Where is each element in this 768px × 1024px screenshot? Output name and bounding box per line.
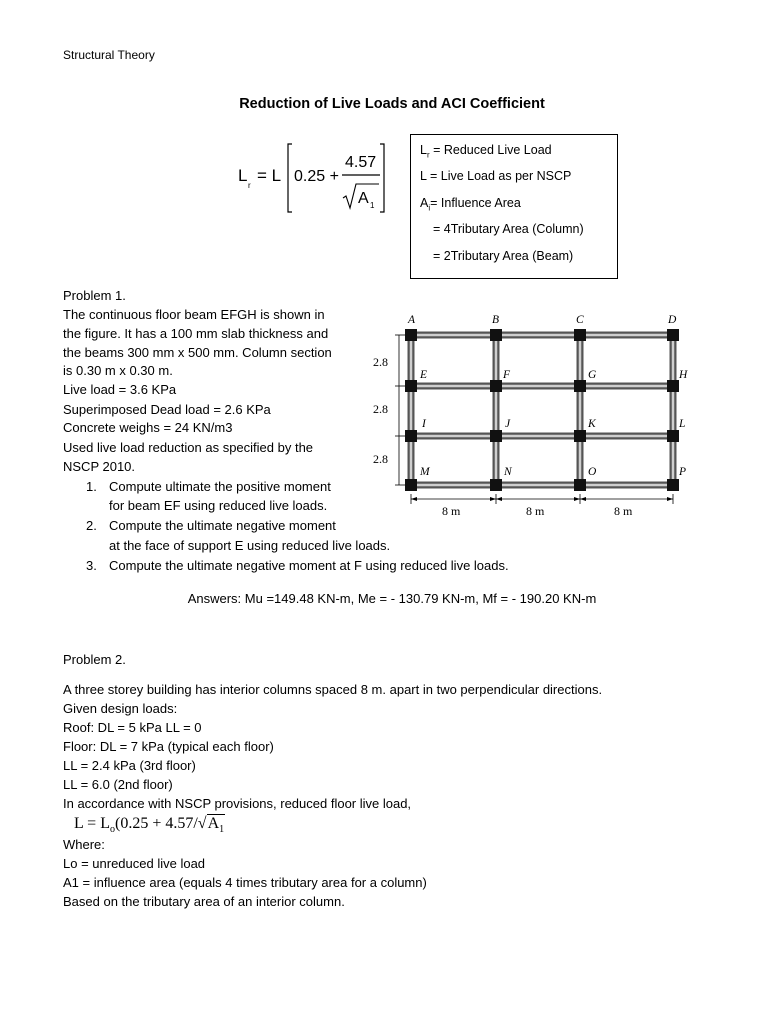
column-node-F <box>490 380 502 392</box>
problem2-line: In accordance with NSCP provisions, reduced floor live load, <box>63 796 412 811</box>
problem2-line: A1 = influence area (equals 4 times tributary area for a column) <box>63 875 427 890</box>
node-label-E: E <box>420 369 428 381</box>
node-label-B: B <box>492 314 500 326</box>
problem1-line: Live load = 3.6 KPa <box>63 382 177 397</box>
task-line: for beam EF using reduced live loads. <box>109 498 328 513</box>
vertical-dim-label: 2.8 <box>373 402 388 416</box>
node-label-K: K <box>588 418 596 430</box>
problem2-line: Roof: DL = 5 kPa LL = 0 <box>63 720 202 735</box>
page-title: Reduction of Live Loads and ACI Coefficient <box>239 96 545 112</box>
problem2-line: Given design loads: <box>63 701 178 716</box>
problem1-line: the figure. It has a 100 mm slab thickness and <box>63 326 329 341</box>
node-label-I: I <box>422 418 426 430</box>
problem2-heading: Problem 2. <box>63 652 126 667</box>
problem2-line: Floor: DL = 7 kPa (typical each floor) <box>63 739 274 754</box>
column-node-G <box>574 380 586 392</box>
problem1-answers: Answers: Mu =149.48 KN-m, Me = - 130.79 KN-m, Mf = - 190.20 KN-m <box>187 591 597 606</box>
task-number: 3. <box>86 558 97 573</box>
horizontal-dim-label: 8 m <box>526 504 545 518</box>
column-node-D <box>667 329 679 341</box>
task-line: Compute the ultimate negative moment <box>109 518 336 533</box>
formula-denominator: A <box>358 190 369 207</box>
column-nodes <box>405 329 679 491</box>
problem2-line: Lo = unreduced live load <box>63 856 206 871</box>
problem2-line: A three storey building has interior columns spaced 8 m. apart in two perpendicular directions. <box>63 682 603 697</box>
formula-eq: = L <box>257 166 282 185</box>
problem1-line: The continuous floor beam EFGH is shown in <box>63 307 325 322</box>
task-number: 1. <box>86 479 97 494</box>
column-node-M <box>405 479 417 491</box>
vertical-dimension-lines <box>395 335 405 485</box>
column-node-J <box>490 430 502 442</box>
formula-lhs-sub: r <box>248 181 251 190</box>
problem1-line: is 0.30 m x 0.30 m. <box>63 363 173 378</box>
formula-const: 0.25 + <box>294 168 339 185</box>
node-label-J: J <box>505 418 511 430</box>
column-node-O <box>574 479 586 491</box>
floor-frame-diagram <box>368 310 688 522</box>
node-label-N: N <box>504 466 512 478</box>
node-label-M: M <box>420 466 430 478</box>
column-node-E <box>405 380 417 392</box>
column-node-A <box>405 329 417 341</box>
node-label-C: C <box>576 314 584 326</box>
horizontal-dim-label: 8 m <box>614 504 633 518</box>
definition-reduced-live-load: $L_r$ = Reduced Live Load <box>420 143 552 160</box>
task-number: 2. <box>86 518 97 533</box>
vertical-dim-label: 2.8 <box>373 355 388 369</box>
column-node-B <box>490 329 502 341</box>
definition-column: = 4Tributary Area (Column) <box>433 222 584 236</box>
node-label-H: H <box>679 369 688 381</box>
column-node-L <box>667 430 679 442</box>
task-line: Compute ultimate the positive moment <box>109 479 331 494</box>
live-load-reduction-formula <box>238 140 388 216</box>
problem1-line: Used live load reduction as specified by the <box>63 440 314 455</box>
task-line: Compute the ultimate negative moment at F using reduced live loads. <box>109 558 509 573</box>
node-label-G: G <box>588 369 597 381</box>
problem1-line: the beams 300 mm x 500 mm. Column section <box>63 345 332 360</box>
definition-influence-area: $A_i=$ Influence Area <box>420 196 521 213</box>
problem2-line: Based on the tributary area of an interior column. <box>63 894 345 909</box>
definition-live-load: L = Live Load as per NSCP <box>420 169 572 183</box>
problem2-line: Where: <box>63 837 105 852</box>
formula-denominator-sub: 1 <box>370 201 375 210</box>
node-label-L: L <box>679 418 686 430</box>
column-node-K <box>574 430 586 442</box>
node-label-O: O <box>588 466 597 478</box>
problem1-line: NSCP 2010. <box>63 459 136 474</box>
formula-lhs: L <box>238 166 248 185</box>
definitions-box <box>410 134 618 279</box>
node-label-D: D <box>668 314 677 326</box>
column-node-C <box>574 329 586 341</box>
horizontal-dim-label: 8 m <box>442 504 461 518</box>
formula-numerator: 4.57 <box>345 154 377 171</box>
column-node-H <box>667 380 679 392</box>
horizontal-dimension-lines <box>411 494 673 504</box>
node-label-A: A <box>408 314 416 326</box>
problem2-line: LL = 2.4 kPa (3rd floor) <box>63 758 196 773</box>
problem2-line: LL = 6.0 (2nd floor) <box>63 777 173 792</box>
vertical-dim-label: 2.8 <box>373 452 388 466</box>
node-label-F: F <box>503 369 511 381</box>
problem1-line: Superimposed Dead load = 2.6 KPa <box>63 402 271 417</box>
column-node-N <box>490 479 502 491</box>
node-label-P: P <box>679 466 687 478</box>
task-line: at the face of support E using reduced live loads. <box>109 538 391 553</box>
reduced-live-load-formula: $L = L_o(0.25 + 4.57/√A_1$ <box>74 815 225 836</box>
definition-beam: = 2Tributary Area (Beam) <box>433 249 574 263</box>
problem1-line: Concrete weighs = 24 KN/m3 <box>63 420 233 435</box>
column-node-P <box>667 479 679 491</box>
course-header: Structural Theory <box>63 48 155 62</box>
beam-grid <box>411 335 673 485</box>
problem1-heading: Problem 1. <box>63 288 126 303</box>
column-node-I <box>405 430 417 442</box>
